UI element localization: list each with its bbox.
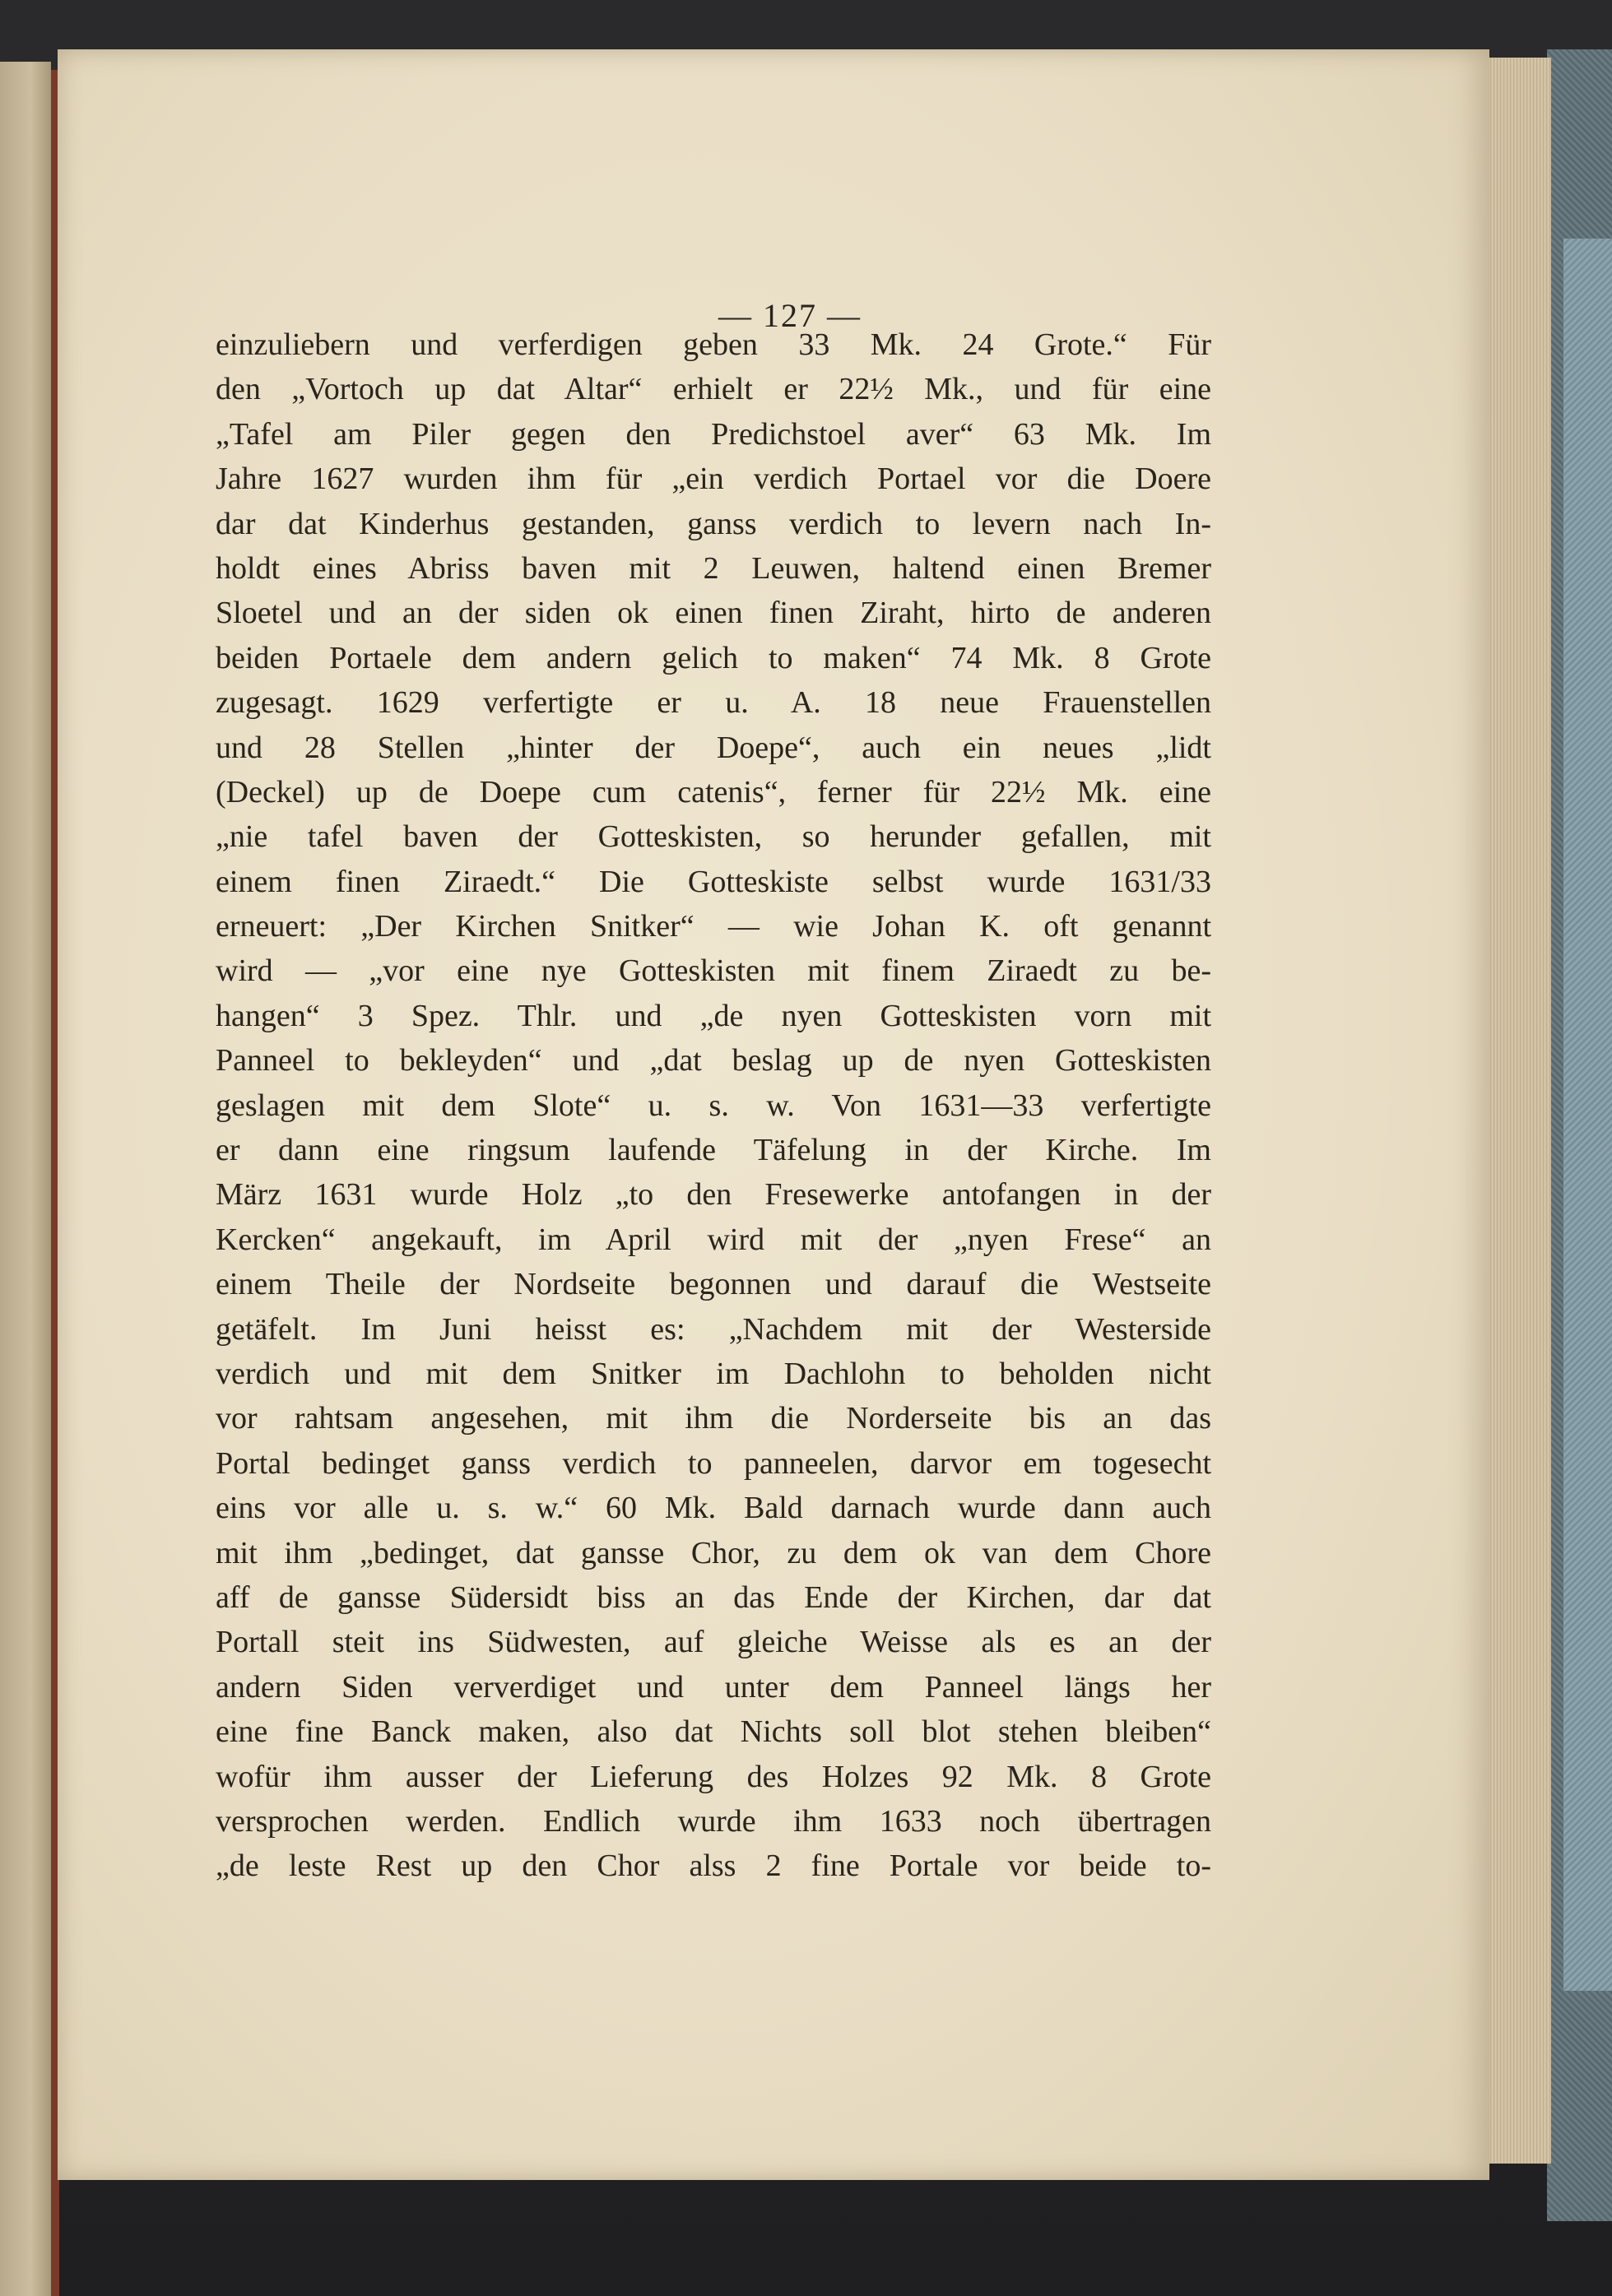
text-line: „Tafel am Piler gegen den Predichstoel aver“ 63 Mk. Im	[216, 416, 1211, 452]
text-line: Panneel to bekleyden“ und „dat beslag up de nyen Gotteskisten	[216, 1043, 1211, 1078]
text-line: einzuliebern und verferdigen geben 33 Mk. 24 Grote.“ Für	[216, 327, 1211, 362]
text-line: März 1631 wurde Holz „to den Fresewerke antofangen in der	[216, 1177, 1211, 1213]
text-line: er dann eine ringsum laufende Täfelung in der Kirche. Im	[216, 1133, 1211, 1168]
text-line: den „Vortoch up dat Altar“ erhielt er 22½ Mk., und für eine	[216, 372, 1211, 407]
body-text	[216, 322, 1211, 1889]
text-line: Kercken“ angekauft, im April wird mit der „nyen Frese“ an	[216, 1222, 1211, 1257]
text-line: vor rahtsam angesehen, mit ihm die Norderseite bis an das	[216, 1401, 1211, 1436]
text-line: hangen“ 3 Spez. Thlr. und „de nyen Gotteskisten vorn mit	[216, 998, 1211, 1033]
text-line: erneuert: „Der Kirchen Snitker“ — wie Johan K. oft genannt	[216, 909, 1211, 944]
text-line: dar dat Kinderhus gestanden, ganss verdich to levern nach In-	[216, 506, 1211, 541]
text-line: verdich und mit dem Snitker im Dachlohn to beholden nicht	[216, 1356, 1211, 1391]
text-line: beiden Portaele dem andern gelich to maken“ 74 Mk. 8 Grote	[216, 640, 1211, 675]
text-line: und 28 Stellen „hinter der Doepe“, auch ein neues „lidt	[216, 730, 1211, 765]
text-line: einem Theile der Nordseite begonnen und darauf die Westseite	[216, 1267, 1211, 1302]
text-line: getäfelt. Im Juni heisst es: „Nachdem mit der Westerside	[216, 1311, 1211, 1347]
text-line: Portall steit ins Südwesten, auf gleiche Weisse als es an der	[216, 1625, 1211, 1660]
book-cover-band	[1563, 239, 1612, 1991]
text-line: versprochen werden. Endlich wurde ihm 1633 noch übertragen	[216, 1803, 1211, 1839]
text-line: wird — „vor eine nye Gotteskisten mit finem Ziraedt zu be-	[216, 953, 1211, 989]
text-line: Portal bedinget ganss verdich to panneelen, darvor em togesecht	[216, 1445, 1211, 1481]
text-line: geslagen mit dem Slote“ u. s. w. Von 1631—33 verfertigte	[216, 1088, 1211, 1123]
text-line: mit ihm „bedinget, dat gansse Chor, zu dem ok van dem Chore	[216, 1535, 1211, 1570]
text-line: aff de gansse Südersidt biss an das Ende der Kirchen, dar dat	[216, 1579, 1211, 1615]
text-line: einem finen Ziraedt.“ Die Gotteskiste selbst wurde 1631/33	[216, 864, 1211, 899]
text-line: wofür ihm ausser der Lieferung des Holzes 92 Mk. 8 Grote	[216, 1759, 1211, 1794]
text-line: „nie tafel baven der Gotteskisten, so herunder gefallen, mit	[216, 819, 1211, 855]
text-line: andern Siden ververdiget und unter dem Panneel längs her	[216, 1669, 1211, 1705]
text-line: Sloetel und an der siden ok einen finen Ziraht, hirto de anderen	[216, 596, 1211, 631]
previous-page-edge	[0, 62, 51, 2296]
text-line: zugesagt. 1629 verfertigte er u. A. 18 neue Frauenstellen	[216, 685, 1211, 721]
text-line: (Deckel) up de Doepe cum catenis“, ferner für 22½ Mk. eine	[216, 774, 1211, 809]
page-number: — 127 —	[718, 297, 862, 334]
text-line: eins vor alle u. s. w.“ 60 Mk. Bald darnach wurde dann auch	[216, 1491, 1211, 1526]
text-line: „de leste Rest up den Chor alss 2 fine Portale vor beide to-	[216, 1848, 1211, 1884]
page-block-edge	[1481, 58, 1551, 2164]
text-line: eine fine Banck maken, also dat Nichts soll blot stehen bleiben“	[216, 1714, 1211, 1750]
text-line: Jahre 1627 wurden ihm für „ein verdich Portael vor die Doere	[216, 462, 1211, 497]
text-line: holdt eines Abriss baven mit 2 Leuwen, haltend einen Bremer	[216, 550, 1211, 586]
